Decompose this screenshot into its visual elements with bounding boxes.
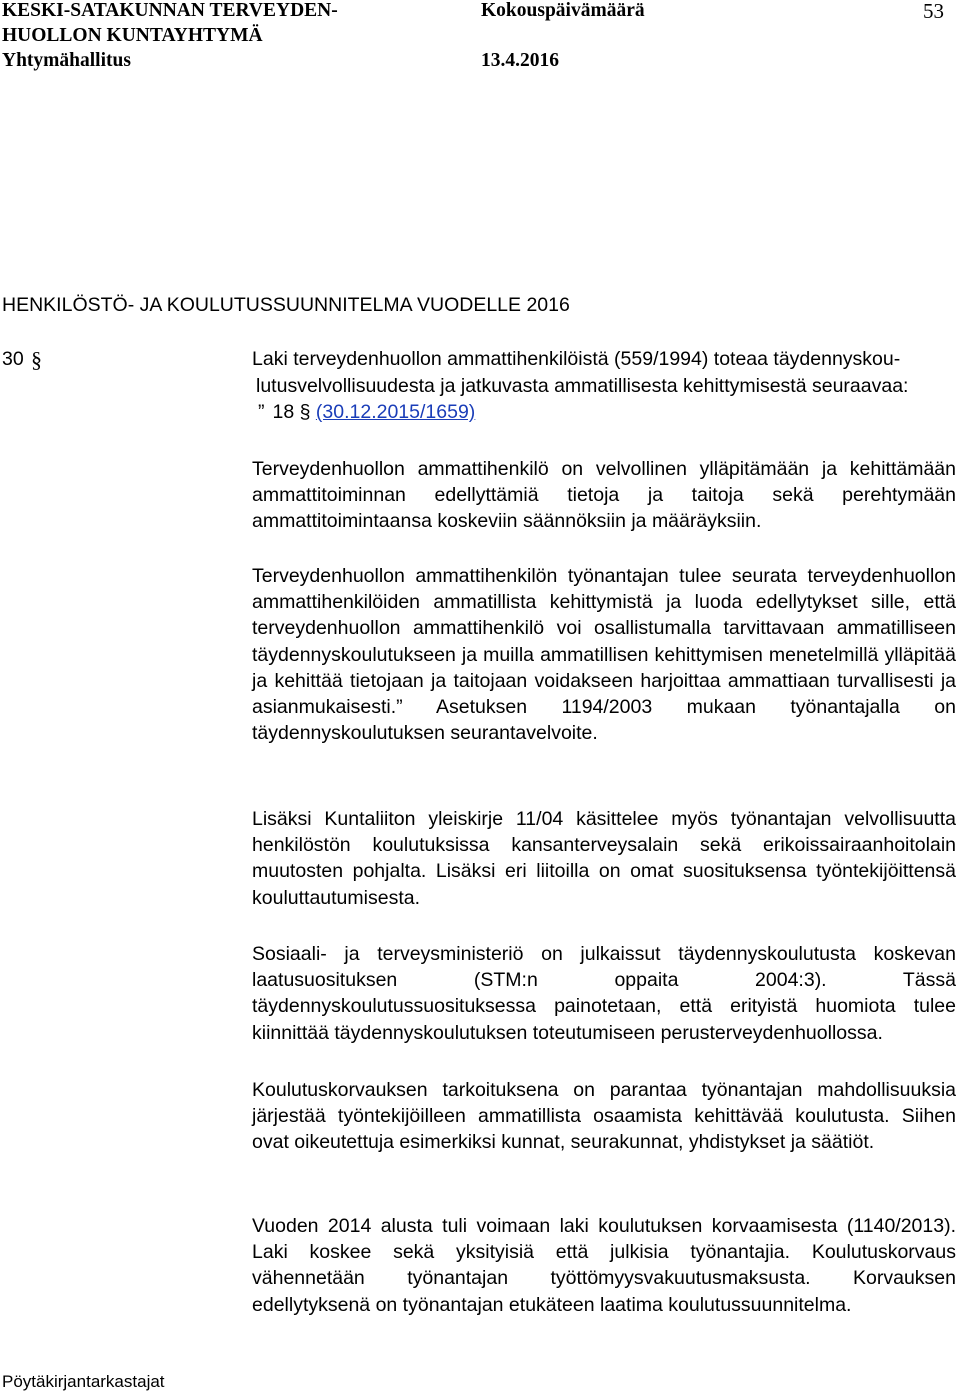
paragraph-stm-recommendation: Sosiaali- ja terveysministeriö on julkaissut täydennyskoulutusta koskevan laatusuosituksen (STM:n oppaita 2004:3). Tässä täydennyskoulutussuosituksessa painotetaan, että erityistä huomiota tulee kiinnittää täydennyskoulutuksen toteutumiseen perusterveydenhuollossa. <box>252 943 956 1044</box>
section-intro-line2: lutusvelvollisuudesta ja jatkuvasta ammatillisesta kehittymisestä seuraavaa: <box>256 375 909 397</box>
page-number: 53 <box>923 0 944 23</box>
section-reference-line <box>258 401 475 424</box>
paragraph-kuntaliitto-letter: Lisäksi Kuntaliiton yleiskirje 11/04 käsittelee myös työnantajan velvollisuutta henkilöstön koulutuksissa kansanterveysalain sekä erikoissairaanhoitolain muutosten pohjalta. Lisäksi eri liitoilla on omat suosituksensa työntekijöittensä kouluttautumisesta. <box>252 808 956 909</box>
minutes-checkers-footer: Pöytäkirjantarkastajat <box>2 1372 165 1391</box>
reference-section-symbol: § <box>299 401 311 423</box>
organization-name-line2: HUOLLON KUNTAYHTYMÄ <box>2 25 263 46</box>
statute-reference-link[interactable]: (30.12.2015/1659) <box>315 401 476 423</box>
paragraph-professional-duty: Terveydenhuollon ammattihenkilö on velvollinen ylläpitämään ja kehittämään ammattitoiminnan edellyttämiä tietoja ja taitoja sekä perehtymään ammattitoimintaansa koskeviin säännöksiin ja määräyksiin. <box>252 458 956 533</box>
paragraph-training-compensation: Koulutuskorvauksen tarkoituksena on parantaa työnantajan mahdollisuuksia järjestää työntekijöilleen ammatillista osaamista kehittävää koulutusta. Siihen ovat oikeutettuja esimerkiksi kunnat, seurakunnat, yhdistykset ja säätiöt. <box>252 1079 956 1154</box>
section-intro-line1: Laki terveydenhuollon ammattihenkilöistä (559/1994) toteaa täydennyskou- <box>252 348 901 370</box>
governing-body: Yhtymähallitus <box>2 50 131 71</box>
opening-quote: ” <box>258 401 265 423</box>
organization-name-line1: KESKI-SATAKUNNAN TERVEYDEN- <box>2 0 338 21</box>
meeting-date-label: Kokouspäivämäärä <box>481 0 645 21</box>
section-symbol: § <box>31 347 42 372</box>
paragraph-training-law-2014: Vuoden 2014 alusta tuli voimaan laki koulutuksen korvaamisesta (1140/2013). Laki koskee sekä yksityisiä että julkisia työnantajia. Koulutuskorvaus vähennetään työnantajan työttömyysvakuutusmaksusta. Korvauksen edellytyksenä on työnantajan etukäteen laatima koulutussuunnitelma. <box>252 1215 956 1316</box>
document-title: HENKILÖSTÖ- JA KOULUTUSSUUNNITELMA VUODELLE 2016 <box>2 294 570 316</box>
reference-number: 18 <box>272 401 295 423</box>
meeting-date: 13.4.2016 <box>481 50 559 71</box>
section-number: 30 <box>2 348 24 370</box>
paragraph-employer-duty: Terveydenhuollon ammattihenkilön työnantajan tulee seurata terveydenhuollon ammattihenkilöiden ammatillista kehittymistä ja luoda edellytykset sille, että terveydenhuollon ammattihenkilö voi osallistumalla tarvittavaan ammatilliseen täydennyskoulutukseen ja muilla ammatillisen kehittymisen menetelmillä ylläpitää ja kehittää tietojaan ja taitojaan voidakseen harjoittaa ammattiaan turvallisesti ja asianmukaisesti.” Asetuksen 1194/2003 mukaan työnantajalla on täydennyskoulutuksen seurantavelvoite. <box>252 565 956 745</box>
